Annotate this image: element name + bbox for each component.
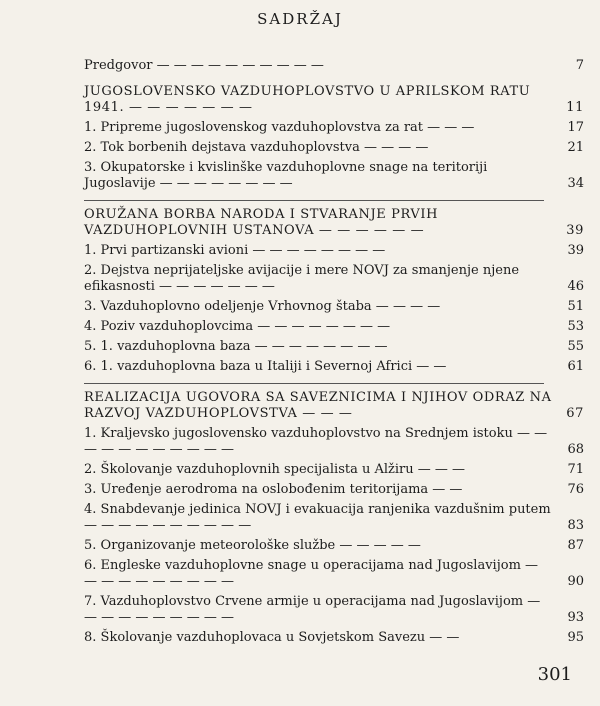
table-of-contents [84, 58, 584, 646]
toc-section-oruzana-borba[interactable] [84, 207, 584, 239]
entry-page: 39 [567, 243, 584, 258]
entry-page: 21 [567, 140, 584, 155]
toc-section-aprilski-rat[interactable] [84, 84, 584, 116]
toc-entry[interactable] [84, 538, 584, 554]
toc-section-realizacija[interactable] [84, 390, 584, 422]
entry-page: 61 [567, 359, 584, 374]
toc-entry-predgovor[interactable] [84, 58, 584, 74]
entry-text: 6. Engleske vazduhoplovne snage u operacijama nad Jugoslavijom — — — — — — — — — — [84, 558, 539, 589]
entry-text: 3. Vazduhoplovno odeljenje Vrhovnog štaba — — — — [84, 299, 441, 314]
section-title: REALIZACIJA UGOVORA SA SAVEZNICIMA I NJIHOV ODRAZ NA RAZVOJ VAZDUHOPLOVSTVA — — — [84, 390, 552, 421]
entry-page: 46 [567, 279, 584, 294]
entry-page: 87 [567, 538, 584, 553]
entry-page: 68 [567, 442, 584, 457]
entry-page: 90 [567, 574, 584, 589]
toc-entry[interactable] [84, 299, 584, 315]
entry-page: 76 [567, 482, 584, 497]
entry-text: Predgovor [84, 58, 153, 73]
toc-entry[interactable] [84, 359, 584, 375]
entry-text: 4. Snabdevanje jedinica NOVJ i evakuacija ranjenika vazdušnim putem — — — — — — — — — — [84, 502, 551, 533]
entry-text: 3. Uređenje aerodroma na oslobođenim teritorijama — — [84, 482, 463, 497]
entry-page: 55 [567, 339, 584, 354]
section-title: JUGOSLOVENSKO VAZDUHOPLOVSTVO U APRILSKOM RATU 1941. — — — — — — — [84, 84, 531, 115]
toc-entry[interactable] [84, 558, 584, 590]
section-page: 67 [566, 406, 584, 421]
toc-entry[interactable] [84, 462, 584, 478]
entry-page: 51 [567, 299, 584, 314]
entry-text: 5. Organizovanje meteorološke službe — — — — — [84, 538, 421, 553]
toc-entry[interactable] [84, 263, 584, 295]
toc-entry[interactable] [84, 319, 584, 335]
entry-page: 34 [567, 176, 584, 191]
entry-page: 71 [567, 462, 584, 477]
entry-text: 1. Pripreme jugoslovenskog vazduhoplovstva za rat — — — [84, 120, 475, 135]
toc-entry[interactable] [84, 426, 584, 458]
section-title: ORUŽANA BORBA NARODA I STVARANJE PRVIH VAZDUHOPLOVNIH USTANOVA — — — — — — [84, 207, 439, 238]
entry-text: 8. Školovanje vazduhoplovaca u Sovjetskom Savezu — — [84, 630, 460, 645]
section-page: 39 [566, 223, 584, 238]
entry-page: 93 [567, 610, 584, 625]
toc-entry[interactable] [84, 594, 584, 626]
entry-page: 95 [567, 630, 584, 645]
toc-entry[interactable] [84, 339, 584, 355]
entry-text: 3. Okupatorske i kvislinške vazduhoplovne snage na teritoriji Jugoslavije — — — — — — — — [84, 160, 488, 191]
section-divider [84, 383, 544, 384]
entry-text: 2. Tok borbenih dejstava vazduhoplovstva — — — — [84, 140, 429, 155]
toc-entry[interactable] [84, 160, 584, 192]
entry-text: 2. Školovanje vazduhoplovnih specijalista u Alžiru — — — [84, 462, 466, 477]
entry-page: 83 [567, 518, 584, 533]
entry-text: 6. 1. vazduhoplovna baza u Italiji i Severnoj Africi — — [84, 359, 447, 374]
toc-entry[interactable] [84, 630, 584, 646]
entry-text: 2. Dejstva neprijateljske avijacije i mere NOVJ za smanjenje njene efikasnosti — — — — — — — [84, 263, 520, 294]
toc-entry[interactable] [84, 502, 584, 534]
toc-entry[interactable] [84, 120, 584, 136]
section-page: 11 [566, 100, 584, 115]
entry-text: 1. Kraljevsko jugoslovensko vazduhoplovstvo na Srednjem istoku — — — — — — — — — — — [84, 426, 548, 457]
toc-entry[interactable] [84, 140, 584, 156]
entry-text: 4. Poziv vazduhoplovcima — — — — — — — — [84, 319, 391, 334]
toc-entry[interactable] [84, 482, 584, 498]
entry-page: 17 [567, 120, 584, 135]
page-number: 301 [537, 664, 572, 685]
entry-page: 53 [567, 319, 584, 334]
entry-text: 1. Prvi partizanski avioni — — — — — — — — [84, 243, 386, 258]
entry-dashes: — — — — — — — — — — [156, 58, 324, 73]
entry-text: 7. Vazduhoplovstvo Crvene armije u operacijama nad Jugoslavijom — — — — — — — — — — [84, 594, 541, 625]
entry-text: 5. 1. vazduhoplovna baza — — — — — — — — [84, 339, 388, 354]
page-title: SADRŽAJ [257, 10, 343, 28]
section-divider [84, 200, 544, 201]
toc-entry[interactable] [84, 243, 584, 259]
entry-page: 7 [575, 58, 584, 73]
